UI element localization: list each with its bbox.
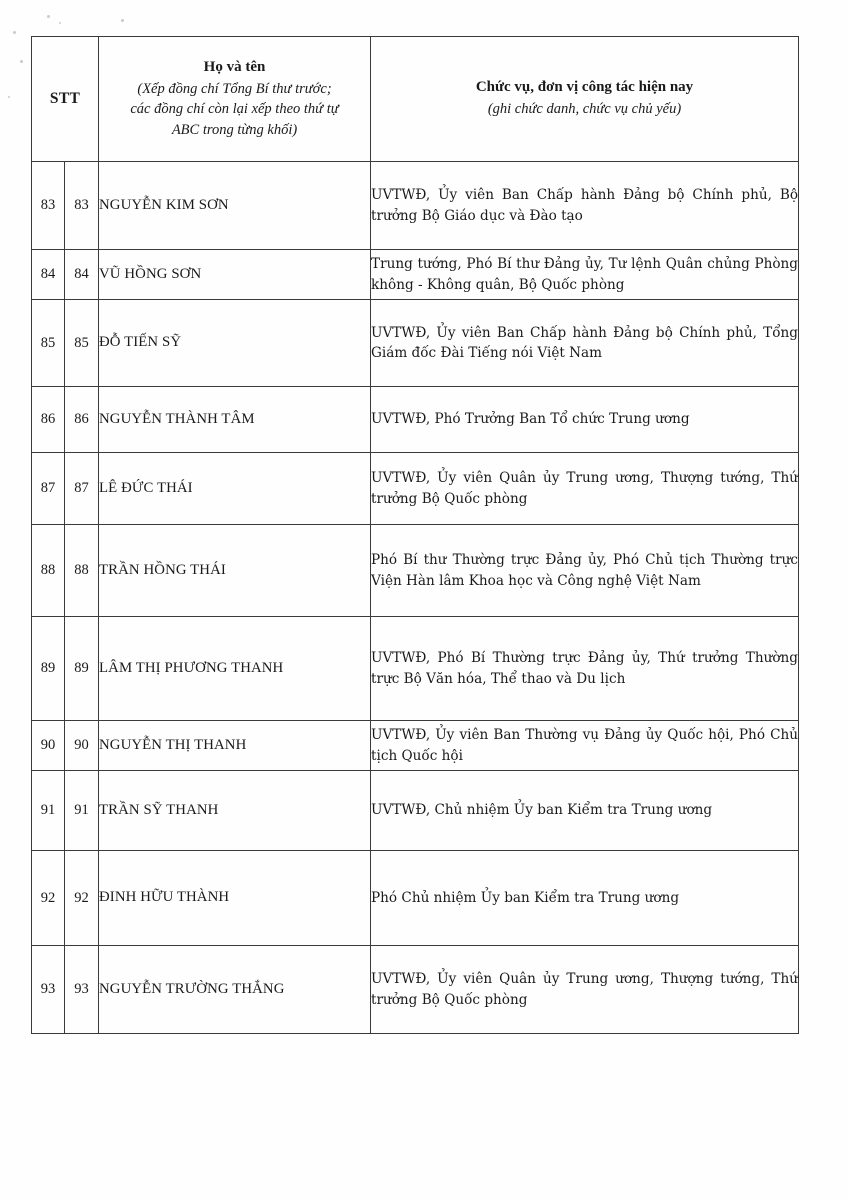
table-row[interactable] bbox=[32, 525, 799, 617]
row-index-primary: 90 bbox=[32, 721, 65, 771]
person-name: ĐINH HỮU THÀNH bbox=[99, 851, 371, 946]
row-index-primary: 87 bbox=[32, 453, 65, 525]
row-index-secondary: 83 bbox=[65, 162, 99, 250]
person-position-text: Phó Chủ nhiệm Ủy ban Kiểm tra Trung ương bbox=[371, 889, 680, 906]
column-header-name-title: Họ và tên bbox=[203, 58, 266, 75]
column-header-role-note-line: (ghi chức danh, chức vụ chủ yếu) bbox=[487, 101, 682, 118]
row-index-secondary: 92 bbox=[65, 851, 99, 946]
row-index-primary: 83 bbox=[32, 162, 65, 250]
person-name: LÂM THỊ PHƯƠNG THANH bbox=[99, 617, 371, 721]
row-index-secondary: 89 bbox=[65, 617, 99, 721]
column-header-stt: STT bbox=[32, 37, 99, 162]
column-header-role-note bbox=[371, 99, 798, 120]
table-row[interactable] bbox=[32, 851, 799, 946]
person-position bbox=[371, 250, 799, 300]
table-row[interactable] bbox=[32, 617, 799, 721]
row-index-primary: 88 bbox=[32, 525, 65, 617]
scan-speck bbox=[8, 96, 10, 98]
person-position-text: UVTWĐ, Chủ nhiệm Ủy ban Kiểm tra Trung ương bbox=[371, 802, 713, 819]
person-position-text: UVTWĐ, Phó Trưởng Ban Tổ chức Trung ương bbox=[371, 411, 690, 428]
person-name: VŨ HỒNG SƠN bbox=[99, 250, 371, 300]
row-index-secondary: 90 bbox=[65, 721, 99, 771]
scan-speck bbox=[13, 31, 16, 34]
person-position bbox=[371, 525, 799, 617]
person-position bbox=[371, 946, 799, 1034]
table-row[interactable] bbox=[32, 771, 799, 851]
table-row[interactable] bbox=[32, 250, 799, 300]
row-index-secondary: 87 bbox=[65, 453, 99, 525]
person-name: TRẦN HỒNG THÁI bbox=[99, 525, 371, 617]
header-row bbox=[32, 37, 799, 162]
person-position bbox=[371, 771, 799, 851]
person-position bbox=[371, 387, 799, 453]
column-header-role bbox=[371, 37, 799, 162]
row-index-primary: 89 bbox=[32, 617, 65, 721]
scan-speck bbox=[121, 19, 124, 22]
column-header-name bbox=[99, 37, 371, 162]
person-position-text: UVTWĐ, Ủy viên Quân ủy Trung ương, Thượng tướng, Thứ trưởng Bộ Quốc phòng bbox=[371, 470, 799, 507]
row-index-secondary: 84 bbox=[65, 250, 99, 300]
row-index-primary: 86 bbox=[32, 387, 65, 453]
person-name: NGUYỄN THỊ THANH bbox=[99, 721, 371, 771]
table-row[interactable] bbox=[32, 453, 799, 525]
table-body bbox=[32, 162, 799, 1034]
row-index-primary: 85 bbox=[32, 300, 65, 387]
person-name: NGUYỄN THÀNH TÂM bbox=[99, 387, 371, 453]
person-name: NGUYỄN TRƯỜNG THẮNG bbox=[99, 946, 371, 1034]
row-index-secondary: 86 bbox=[65, 387, 99, 453]
row-index-secondary: 85 bbox=[65, 300, 99, 387]
table-row[interactable] bbox=[32, 387, 799, 453]
roster-table bbox=[31, 36, 799, 1034]
person-name: LÊ ĐỨC THÁI bbox=[99, 453, 371, 525]
column-header-name-note-line-2: các đồng chí còn lại xếp theo thứ tự bbox=[130, 101, 339, 118]
scan-speck bbox=[59, 22, 61, 24]
row-index-secondary: 88 bbox=[65, 525, 99, 617]
person-position-text: UVTWĐ, Ủy viên Quân ủy Trung ương, Thượng tướng, Thứ trưởng Bộ Quốc phòng bbox=[371, 971, 799, 1008]
scan-speck bbox=[47, 15, 50, 18]
person-position-text: Phó Bí thư Thường trực Đảng ủy, Phó Chủ tịch Thường trực Viện Hàn lâm Khoa học và Công nghệ Việt Nam bbox=[371, 552, 799, 589]
person-name: NGUYỄN KIM SƠN bbox=[99, 162, 371, 250]
scan-speck bbox=[20, 60, 23, 63]
person-name: TRẦN SỸ THANH bbox=[99, 771, 371, 851]
row-index-primary: 93 bbox=[32, 946, 65, 1034]
row-index-secondary: 91 bbox=[65, 771, 99, 851]
row-index-primary: 92 bbox=[32, 851, 65, 946]
person-position-text: UVTWĐ, Ủy viên Ban Thường vụ Đảng ủy Quốc hội, Phó Chủ tịch Quốc hội bbox=[371, 727, 799, 764]
table-row[interactable] bbox=[32, 300, 799, 387]
table-head bbox=[32, 37, 799, 162]
column-header-name-note-line-3: ABC trong từng khối) bbox=[171, 121, 298, 138]
person-position-text: UVTWĐ, Ủy viên Ban Chấp hành Đảng bộ Chính phủ, Tổng Giám đốc Đài Tiếng nói Việt Nam bbox=[371, 324, 799, 361]
person-position bbox=[371, 721, 799, 771]
person-position bbox=[371, 453, 799, 525]
row-index-secondary: 93 bbox=[65, 946, 99, 1034]
table-row[interactable] bbox=[32, 721, 799, 771]
person-position-text: UVTWĐ, Ủy viên Ban Chấp hành Đảng bộ Chính phủ, Bộ trưởng Bộ Giáo dục và Đào tạo bbox=[371, 187, 799, 224]
person-position-text: Trung tướng, Phó Bí thư Đảng ủy, Tư lệnh Quân chủng Phòng không - Không quân, Bộ Quốc phòng bbox=[371, 256, 799, 293]
person-position bbox=[371, 300, 799, 387]
person-position bbox=[371, 617, 799, 721]
table-row[interactable] bbox=[32, 946, 799, 1034]
column-header-role-title: Chức vụ, đơn vị công tác hiện nay bbox=[475, 79, 694, 96]
roster-table-container bbox=[31, 36, 798, 1034]
column-header-name-note-line-1: (Xếp đồng chí Tổng Bí thư trước; bbox=[137, 80, 332, 97]
row-index-primary: 91 bbox=[32, 771, 65, 851]
person-position bbox=[371, 162, 799, 250]
column-header-name-note bbox=[99, 79, 370, 141]
person-position-text: UVTWĐ, Phó Bí Thường trực Đảng ủy, Thứ trưởng Thường trực Bộ Văn hóa, Thể thao và Du lịch bbox=[371, 650, 799, 687]
row-index-primary: 84 bbox=[32, 250, 65, 300]
table-row[interactable] bbox=[32, 162, 799, 250]
person-name: ĐỖ TIẾN SỸ bbox=[99, 300, 371, 387]
person-position bbox=[371, 851, 799, 946]
